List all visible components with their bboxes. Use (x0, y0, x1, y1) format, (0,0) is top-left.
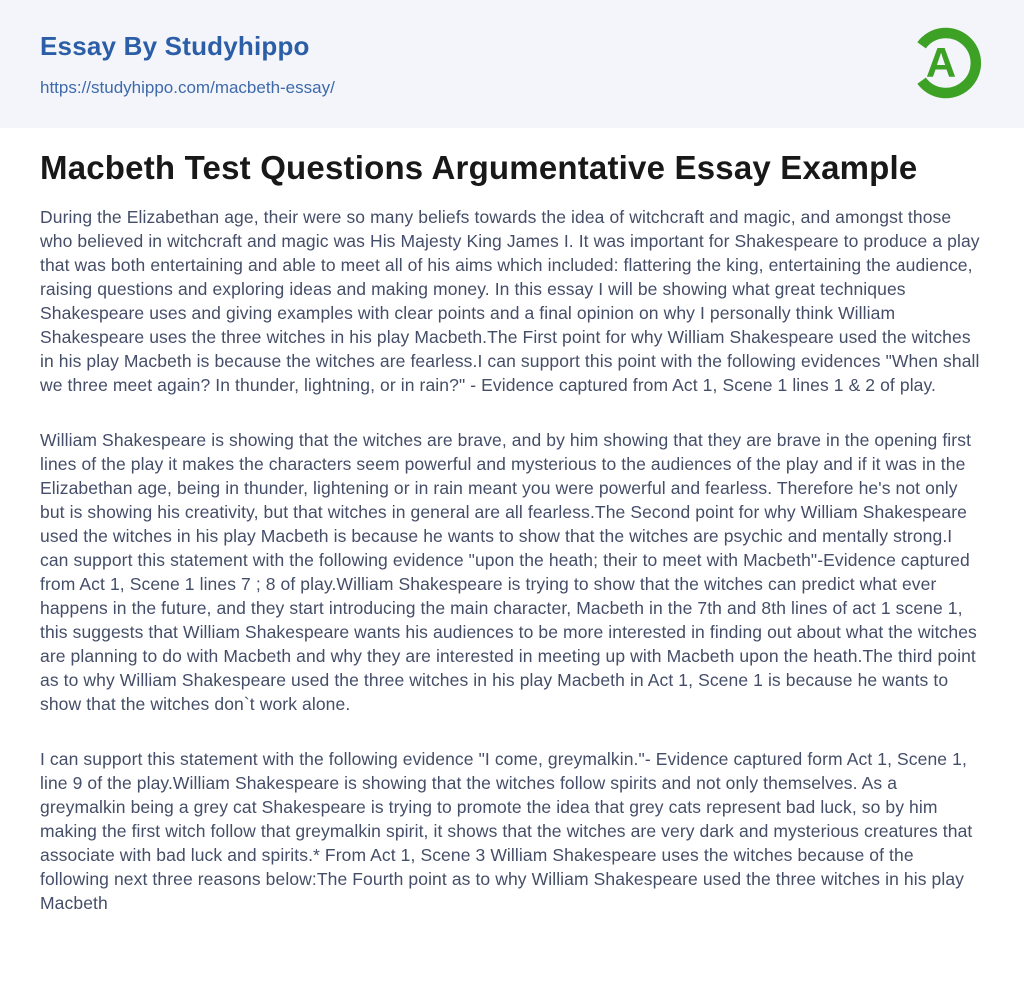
essay-paragraph-1: During the Elizabethan age, their were so many beliefs towards the idea of witchcraft and magic, and amongst those who believed in witchcraft and magic was His Majesty King James I. It was important for Shakespeare to produce a play that was both entertaining and able to meet all of his aims which included: flattering the king, entertaining the audience, raising questions and exploring ideas and making money. In this essay I will be showing what great techniques Shakespeare uses and giving examples with clear points and a final opinion on why I personally think William Shakespeare uses the three witches in his play Macbeth.The First point for why William Shakespeare used the witches in his play Macbeth is because the witches are fearless.I can support this point with the following evidences "When shall we three meet again? In thunder, lightning, or in rain?" - Evidence captured from Act 1, Scene 1 lines 1 & 2 of play. (40, 206, 980, 395)
essay-article (0, 128, 1024, 955)
essay-paragraph-3: I can support this statement with the following evidence "I come, greymalkin."- Evidence captured form Act 1, Scene 1, line 9 of the play.William Shakespeare is showing that the witches follow spirits and not only themselves. As a greymalkin being a grey cat Shakespeare is trying to promote the idea that grey cats represent bad luck, so by him making the first witch follow that greymalkin spirit, it shows that the witches are very dark and mysterious creatures that associate with bad luck and spirits.* From Act 1, Scene 3 William Shakespeare uses the witches because of the following next three reasons below:The Fourth point as to why William Shakespeare used the three witches in his play Macbeth (40, 748, 973, 913)
site-title: Essay By Studyhippo (40, 30, 310, 61)
studyhippo-arc-logo-icon (908, 23, 984, 105)
header (0, 0, 1024, 128)
essay-paragraph-2: William Shakespeare is showing that the witches are brave, and by him showing that they are brave in the opening first lines of the play it makes the characters seem powerful and mysterious to the audiences of the play and if it was in the Elizabethan age, being in thunder, lightening or in rain meant you were powerful and fearless. Therefore he's not only but is showing his creativity, but that witches in general are all fearless.The Second point for why William Shakespeare used the witches in his play Macbeth is because he wants to show that the witches are psychic and mentally strong.I can support this statement with the following evidence "upon the heath; their to meet with Macbeth"-Evidence captured from Act 1, Scene 1 lines 7 ; 8 of play.William Shakespeare is trying to show that the witches can predict what ever happens in the future, and they start introducing the main character, Macbeth in the 7th and 8th lines of act 1 scene 1, this suggests that William Shakespeare wants his audiences to be more interested in finding out about what the witches are planning to do with Macbeth and why they are interested in meeting up with Macbeth upon the heath.The third point as to why William Shakespeare used the three witches in his play Macbeth in Act 1, Scene 1 is because he wants to show that the witches don`t work alone. (40, 429, 977, 714)
logo-letter: A (925, 39, 957, 86)
page-title: Macbeth Test Questions Argumentative Essay Example (40, 149, 918, 186)
source-url-link[interactable]: https://studyhippo.com/macbeth-essay/ (40, 77, 335, 97)
header-text-block (40, 31, 335, 98)
